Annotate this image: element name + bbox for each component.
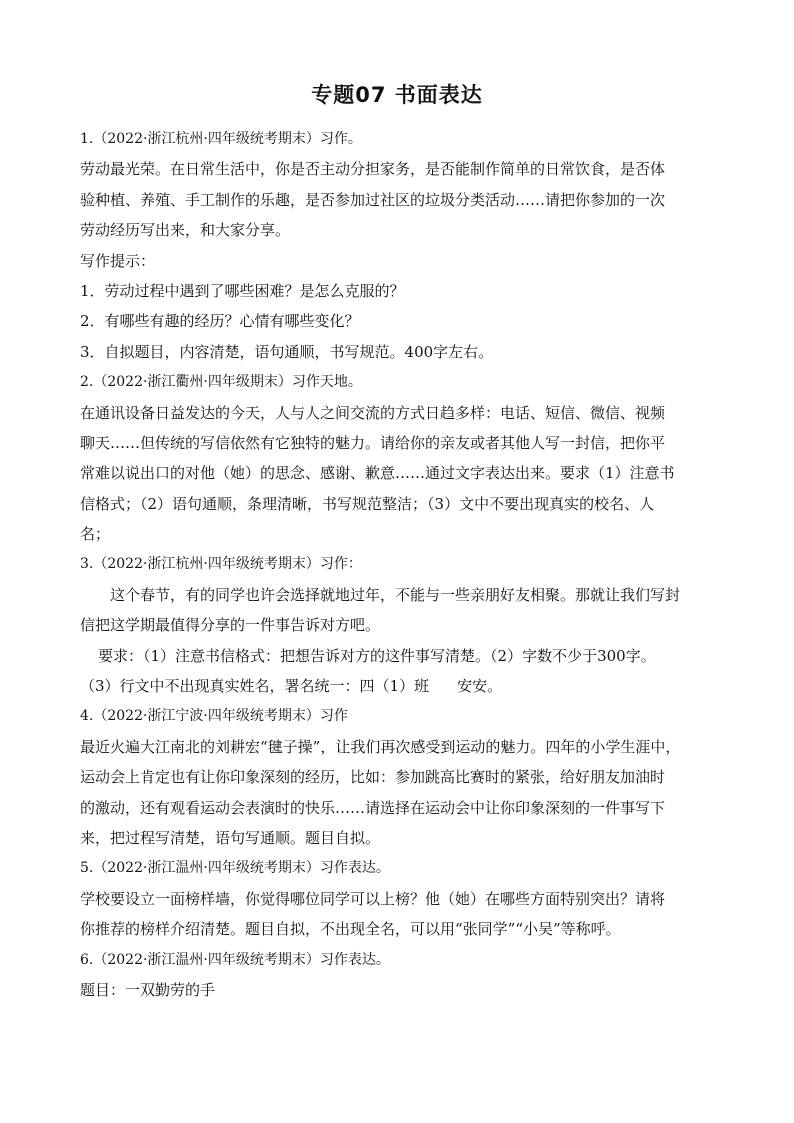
- question-1-tip: 2．有哪些有趣的经历？心情有哪些变化？: [80, 312, 360, 331]
- question-2-text-line: 聊天……但传统的写信依然有它独特的魅力。请给你的亲友或者其他人写一封信，把你平: [80, 433, 666, 452]
- question-1-text-line: 验种植、养殖、手工制作的乐趣，是否参加过社区的垃圾分类活动……请把你参加的一次: [80, 190, 666, 209]
- page-title: 专题07 书面表达: [311, 83, 483, 107]
- question-4-text-line: 的激动，还有观看运动会表演时的快乐……请选择在运动会中让你印象深刻的一件事写下: [80, 798, 666, 817]
- question-5: [80, 853, 716, 944]
- question-1-tip: 3．自拟题目，内容清楚，语句通顺，书写规范。400字左右。: [80, 342, 494, 361]
- question-3-heading: 3.（2022·浙江杭州·四年级统考期末）习作：: [80, 556, 362, 573]
- question-5-text-line: 你推荐的榜样介绍清楚。题目自拟，不出现全名，可以用“张同学”“小吴”等称呼。: [80, 920, 621, 939]
- question-3-signature: 安安。: [457, 677, 503, 696]
- question-1-text-line: 劳动最光荣。在日常生活中，你是否主动分担家务，是否能制作简单的日常饮食，是否体: [80, 160, 666, 179]
- question-4-text-line: 来，把过程写清楚，语句写通顺。题目自拟。: [80, 828, 381, 847]
- question-3-requirement: 要求：（1）注意书信格式：把想告诉对方的这件事写清楚。（2）字数不少于300字。: [98, 646, 656, 665]
- question-4-text-line: 最近火遍大江南北的刘耕宏“毽子操”，让我们再次感受到运动的魅力。四年的小学生涯中，: [80, 737, 681, 756]
- question-1-tips-label: 写作提示：: [80, 251, 156, 270]
- question-6-heading: 6.（2022·浙江温州·四年级统考期末）习作表达。: [80, 951, 390, 968]
- question-5-text-line: 学校要设立一面榜样墙，你觉得哪位同学可以上榜？他（她）在哪些方面特别突出？请将: [80, 889, 666, 908]
- question-3-text-line: 信把这学期最值得分享的一件事告诉对方吧。: [80, 616, 381, 635]
- question-2-text-line: 信格式；（2）语句通顺，条理清晰，书写规范整洁；（3）文中不要出现真实的校名、人: [80, 494, 655, 513]
- question-2-heading: 2.（2022·浙江衢州·四年级期末）习作天地。: [80, 374, 362, 391]
- question-6-topic: 题目：一双勤劳的手: [80, 980, 216, 999]
- document-body: [80, 124, 716, 1005]
- question-1-tip: 1．劳动过程中遇到了哪些困难？是怎么克服的？: [80, 281, 405, 300]
- question-2-text-line: 在通讯设备日益发达的今天，人与人之间交流的方式日趋多样：电话、短信、微信、视频: [80, 403, 666, 422]
- question-2-text-line: 名；: [80, 525, 111, 544]
- question-1: [80, 124, 716, 367]
- question-3-requirement-line: [80, 671, 716, 701]
- question-4-text-line: 运动会上肯定也有让你印象深刻的经历，比如：参加跳高比赛时的紧张，给好朋友加油时: [80, 768, 666, 787]
- question-1-text-line: 劳动经历写出来，和大家分享。: [80, 221, 291, 240]
- question-4: [80, 701, 716, 853]
- question-3-text-line: 这个春节，有的同学也许会选择就地过年，不能与一些亲朋好友相聚。那就让我们写封: [110, 585, 681, 604]
- question-2: [80, 367, 716, 549]
- question-3: [80, 549, 716, 701]
- question-5-heading: 5.（2022·浙江温州·四年级统考期末）习作表达。: [80, 860, 390, 877]
- question-3-requirement-part: （3）行文中不出现真实姓名，署名统一：四（1）班: [80, 677, 430, 696]
- question-2-text-line: 常难以说出口的对他（她）的思念、感谢、歉意……通过文字表达出来。要求（1）注意书: [80, 464, 675, 483]
- question-6: [80, 945, 716, 1006]
- question-1-heading: 1.（2022·浙江杭州·四年级统考期末）习作。: [80, 131, 362, 147]
- question-4-heading: 4.（2022·浙江宁波·四年级统考期末）习作: [80, 708, 348, 725]
